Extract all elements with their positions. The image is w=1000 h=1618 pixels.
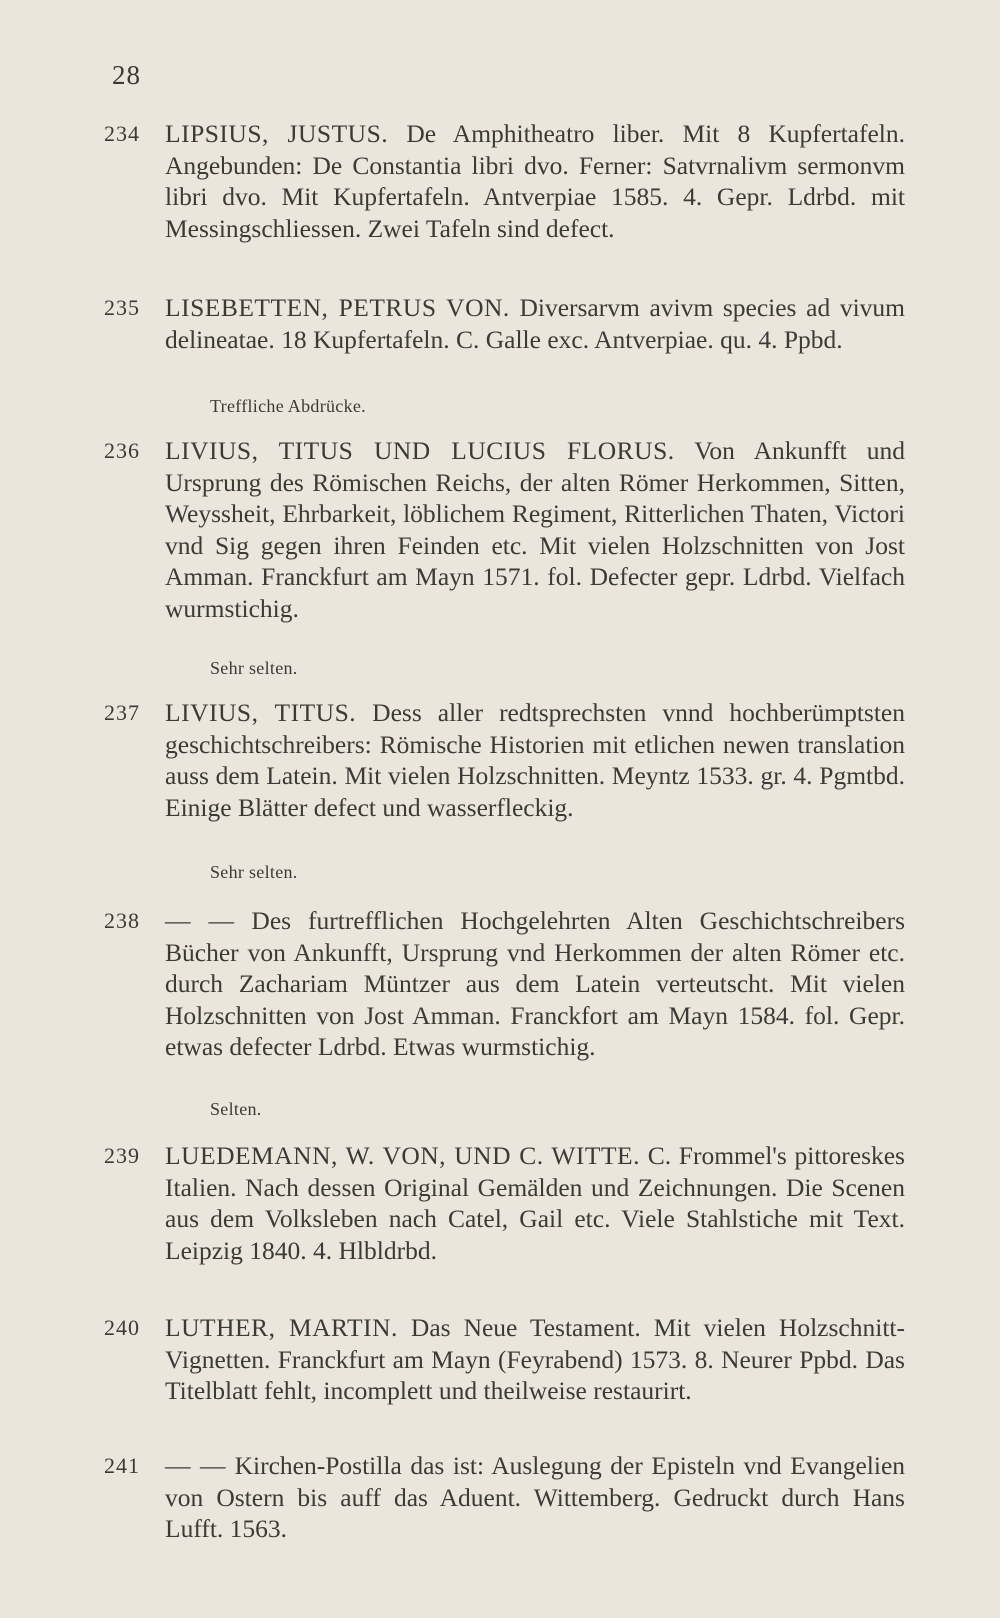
entry-description: Von Ankunfft und Ursprung des Römischen Reichs, der alten Römer Herkommen, Sitten, Weyssheit, Ehrbarkeit, löblichem Regiment, Ritterlichen Thaten, Victori vnd Sig gegen ihren Feinden etc. Mit vielen Holzschnitten von Jost Amman. Franckfurt am Mayn 1571. fol. Defecter gepr. Ldrbd. Vielfach wurmstichig. bbox=[165, 436, 906, 623]
entry-description: C. Frommel's pittoreskes Italien. Nach dessen Original Gemälden und Zeichnungen. Die Scenen aus dem Volksleben nach Catel, Gail etc. Viele Stahlstiche mit Text. Leipzig 1840. 4. Hlbldrbd. bbox=[165, 1141, 905, 1265]
entry-author: LIVIUS, TITUS UND LUCIUS FLORUS. bbox=[165, 436, 675, 465]
entry-note: Treffliche Abdrücke. bbox=[210, 396, 366, 416]
entry-number: 237 bbox=[104, 700, 140, 725]
entry-note: Sehr selten. bbox=[210, 862, 298, 882]
entry-description: Dess aller redtsprechsten vnnd hochberümptsten geschichtschreibers: Römische Historien mit etlichen newen translation auss dem Latein. Mit vielen Holzschnitten. Meyntz 1533. gr. 4. Pgmtbd. Einige Blätter defect und wasserfleckig. bbox=[165, 698, 906, 822]
entry-note: Selten. bbox=[210, 1099, 262, 1119]
entry-text bbox=[165, 1312, 905, 1407]
entry-text bbox=[165, 292, 905, 355]
entry-text bbox=[165, 1450, 905, 1545]
entry-author: — — bbox=[165, 906, 235, 935]
entry-number: 241 bbox=[104, 1453, 140, 1478]
entry-author: LIVIUS, TITUS. bbox=[165, 698, 357, 727]
entry-description: De Amphitheatro liber. Mit 8 Kupfertafeln. Angebunden: De Constantia libri dvo. Ferner: Satvrnalivm sermonvm libri dvo. Mit Kupfertafeln. Antverpiae 1585. 4. Gepr. Ldrbd. mit Messingschliessen. Zwei Tafeln sind defect. bbox=[165, 119, 906, 243]
entry-description: Des furtrefflichen Hochgelehrten Alten Geschichtschreibers Bücher von Ankunfft, Ursprung vnd Herkommen der alten Römer etc. durch Zachariam Müntzer aus dem Latein verteutscht. Mit vielen Holzschnitten von Jost Amman. Franckfort am Mayn 1584. fol. Gepr. etwas defecter Ldrbd. Etwas wurmstichig. bbox=[165, 906, 905, 1061]
entry-description: Kirchen-Postilla das ist: Auslegung der Episteln vnd Evangelien von Ostern bis auff das Aduent. Wittemberg. Gedruckt durch Hans Lufft. 1563. bbox=[165, 1451, 906, 1543]
entry-text bbox=[165, 1140, 905, 1266]
entry-text bbox=[165, 118, 905, 244]
entry-number: 234 bbox=[104, 121, 140, 146]
entry-author: LUTHER, MARTIN. bbox=[165, 1313, 398, 1342]
entry-number: 239 bbox=[104, 1143, 140, 1168]
entry-description: Das Neue Testament. Mit vielen Holzschnitt-Vignetten. Franckfurt am Mayn (Feyrabend) 1573. 8. Neurer Ppbd. Das Titelblatt fehlt, incomplett und theilweise restaurirt. bbox=[165, 1313, 905, 1405]
entry-description: Diversarvm avivm species ad vivum delineatae. 18 Kupfertafeln. C. Galle exc. Antverpiae. qu. 4. Ppbd. bbox=[165, 293, 905, 354]
entry-number: 235 bbox=[104, 295, 140, 320]
entry-note: Sehr selten. bbox=[210, 658, 298, 678]
entry-author: LUEDEMANN, W. VON, UND C. WITTE. bbox=[165, 1141, 640, 1170]
entry-number: 236 bbox=[104, 438, 140, 463]
entry-text bbox=[165, 697, 905, 823]
entry-text bbox=[165, 435, 905, 624]
entry-number: 240 bbox=[104, 1315, 140, 1340]
entry-author: — — bbox=[165, 1451, 227, 1480]
page-number: 28 bbox=[112, 60, 141, 90]
entry-text bbox=[165, 905, 905, 1063]
entry-author: LISEBETTEN, PETRUS VON. bbox=[165, 293, 510, 322]
entry-author: LIPSIUS, JUSTUS. bbox=[165, 119, 389, 148]
entry-number: 238 bbox=[104, 908, 140, 933]
